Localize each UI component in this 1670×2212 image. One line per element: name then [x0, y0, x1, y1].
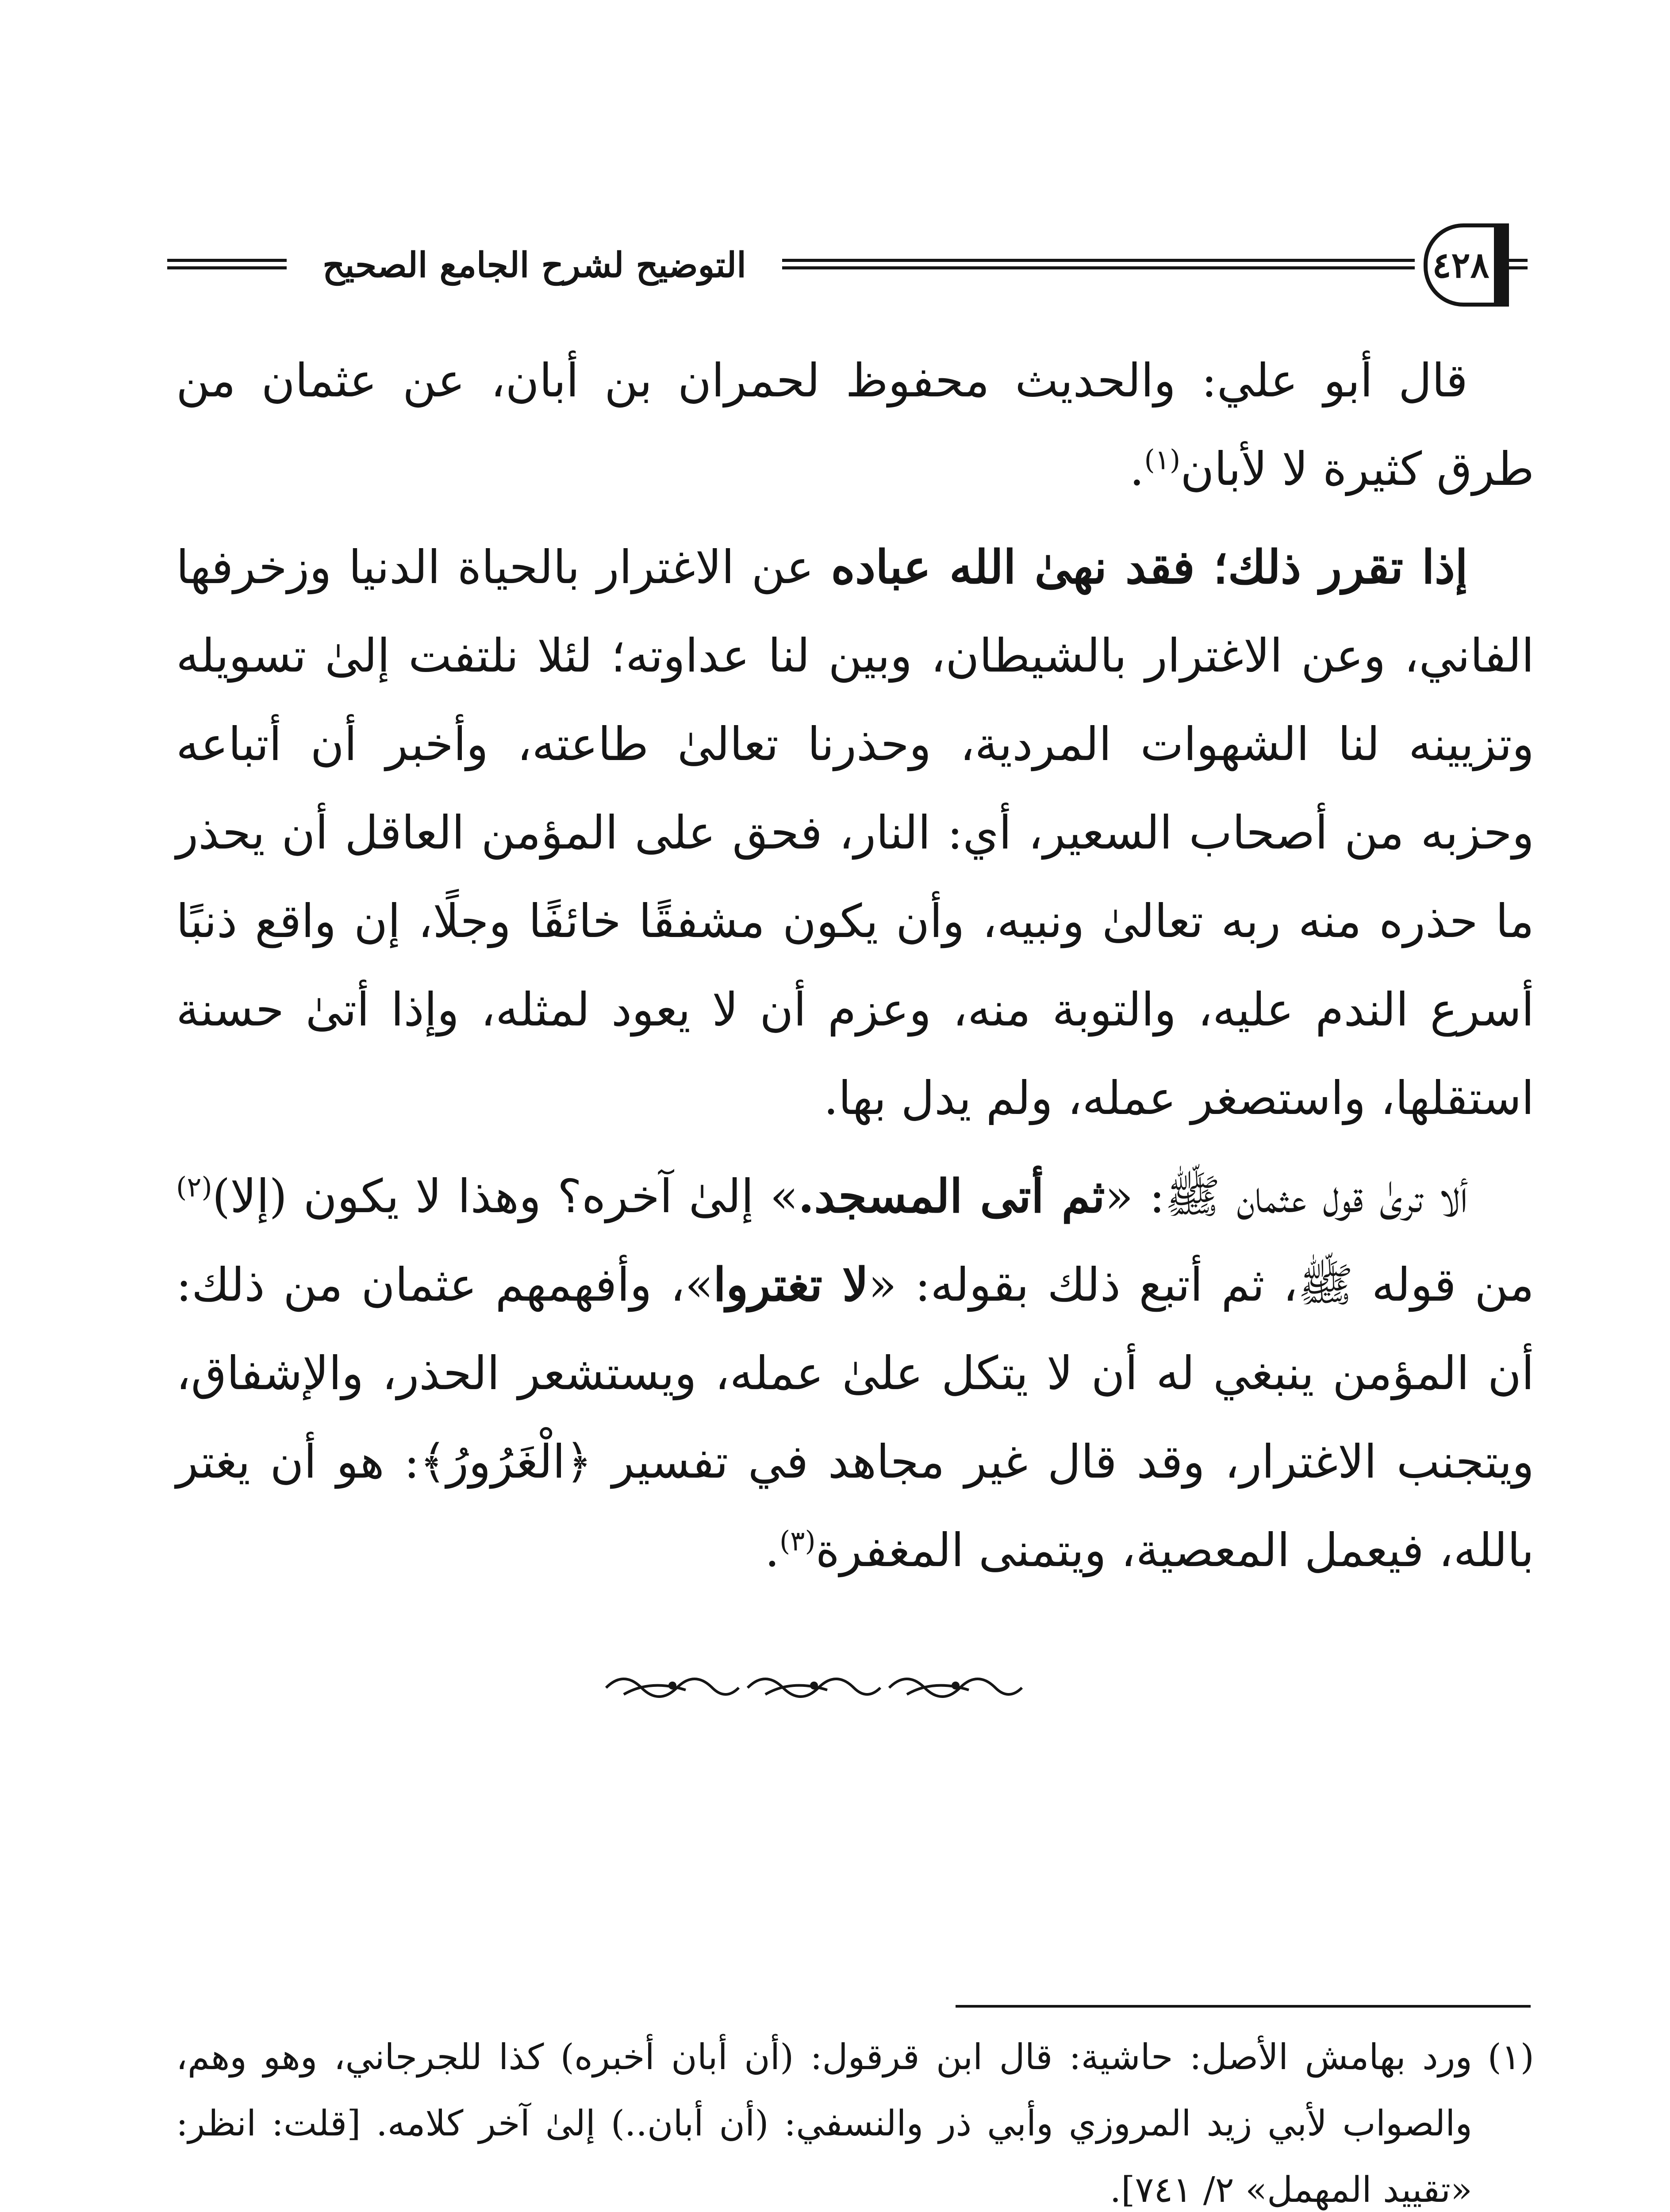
footnote-text: ورد بهامش الأصل: حاشية: قال ابن قرقول: (أن أبان أخبره) كذا للجرجاني، وهو وهم، والصواب لأبي زيد المروزي وأبي ذر والنسفي: (أن أبان..) إلىٰ آخر كلامه. [قلت: انظر: «تقييد المهمل» ٢/ ٧٤١].: [176, 2036, 1472, 2210]
hadith-quote-2: لا تغتروا: [713, 1257, 869, 1312]
paragraph-2-lead: إذا تقرر ذلك؛ فقد نهىٰ الله عباده: [831, 540, 1468, 594]
paragraph-2: [176, 523, 1534, 1142]
footnote-ref-3: (٣): [779, 1525, 816, 1557]
footnote-ref-2: (٢): [176, 1171, 212, 1203]
header-rule-right: [782, 259, 1415, 269]
paragraph-3-part-b: » إلىٰ آخره؟ وهذا لا يكون (إلا): [212, 1169, 799, 1223]
header-rule-edge: [1494, 259, 1528, 269]
page-number: ٤٢٨: [1424, 223, 1509, 307]
section-divider-ornament: [597, 1668, 1040, 1708]
paragraph-1: [176, 336, 1534, 513]
footnotes: [176, 2024, 1534, 2212]
footnote-separator: [956, 2005, 1531, 2008]
header-rule-left: [167, 259, 287, 269]
footnote-1: [176, 2024, 1534, 2212]
footnote-ref-1: (١): [1144, 443, 1181, 476]
paragraph-1-end: .: [1129, 442, 1144, 496]
paragraph-3-end: .: [764, 1523, 779, 1577]
footnote-number: (١): [1487, 2036, 1534, 2078]
paragraph-3-part-d: »، وأفهمهم عثمان من ذلك: أن المؤمن ينبغي له أن لا يتكل علىٰ عمله، ويستشعر الحذر، والإشفاق، ويتجنب الاغترار، وقد قال غير مجاهد في تفسير ﴿الْغَرُورُ﴾: هو أن يغتر بالله، فيعمل المعصية، ويتمنى المغفرة: [176, 1258, 1534, 1577]
paragraph-2-text: عن الاغترار بالحياة الدنيا وزخرفها الفاني، وعن الاغترار بالشيطان، وبين لنا عداوته؛ لئلا نلتفت إلىٰ تسويله وتزيينه لنا الشهوات المردية، وحذرنا تعالىٰ طاعته، وأخبر أن أتباعه وحزبه من أصحاب السعير، أي: النار، فحق على المؤمن العاقل أن يحذر ما حذره منه ربه تعالىٰ ونبيه، وأن يكون مشفقًا خائفًا وجلًا، إن واقع ذنبًا أسرع الندم عليه، والتوبة منه، وعزم أن لا يعود لمثله، وإذا أتىٰ حسنة استقلها، واستصغر عمله، ولم يدل بها.: [176, 540, 1534, 1125]
main-text: [176, 336, 1534, 1604]
paragraph-1-text: قال أبو علي: والحديث محفوظ لحمران بن أبان، عن عثمان من طرق كثيرة لا لأبان: [176, 353, 1534, 496]
paragraph-3: [176, 1152, 1534, 1594]
running-title: التوضيح لشرح الجامع الصحيح: [322, 245, 746, 285]
paragraph-3-part-a: ألا ترىٰ قول عثمان ﷺ: «: [1105, 1169, 1468, 1223]
page-header: [167, 223, 1528, 307]
hadith-quote-1: ثم أتى المسجد.: [798, 1169, 1105, 1223]
paragraph-3-part-c: من قوله ﷺ، ثم أتبع ذلك بقوله: «: [868, 1258, 1534, 1312]
